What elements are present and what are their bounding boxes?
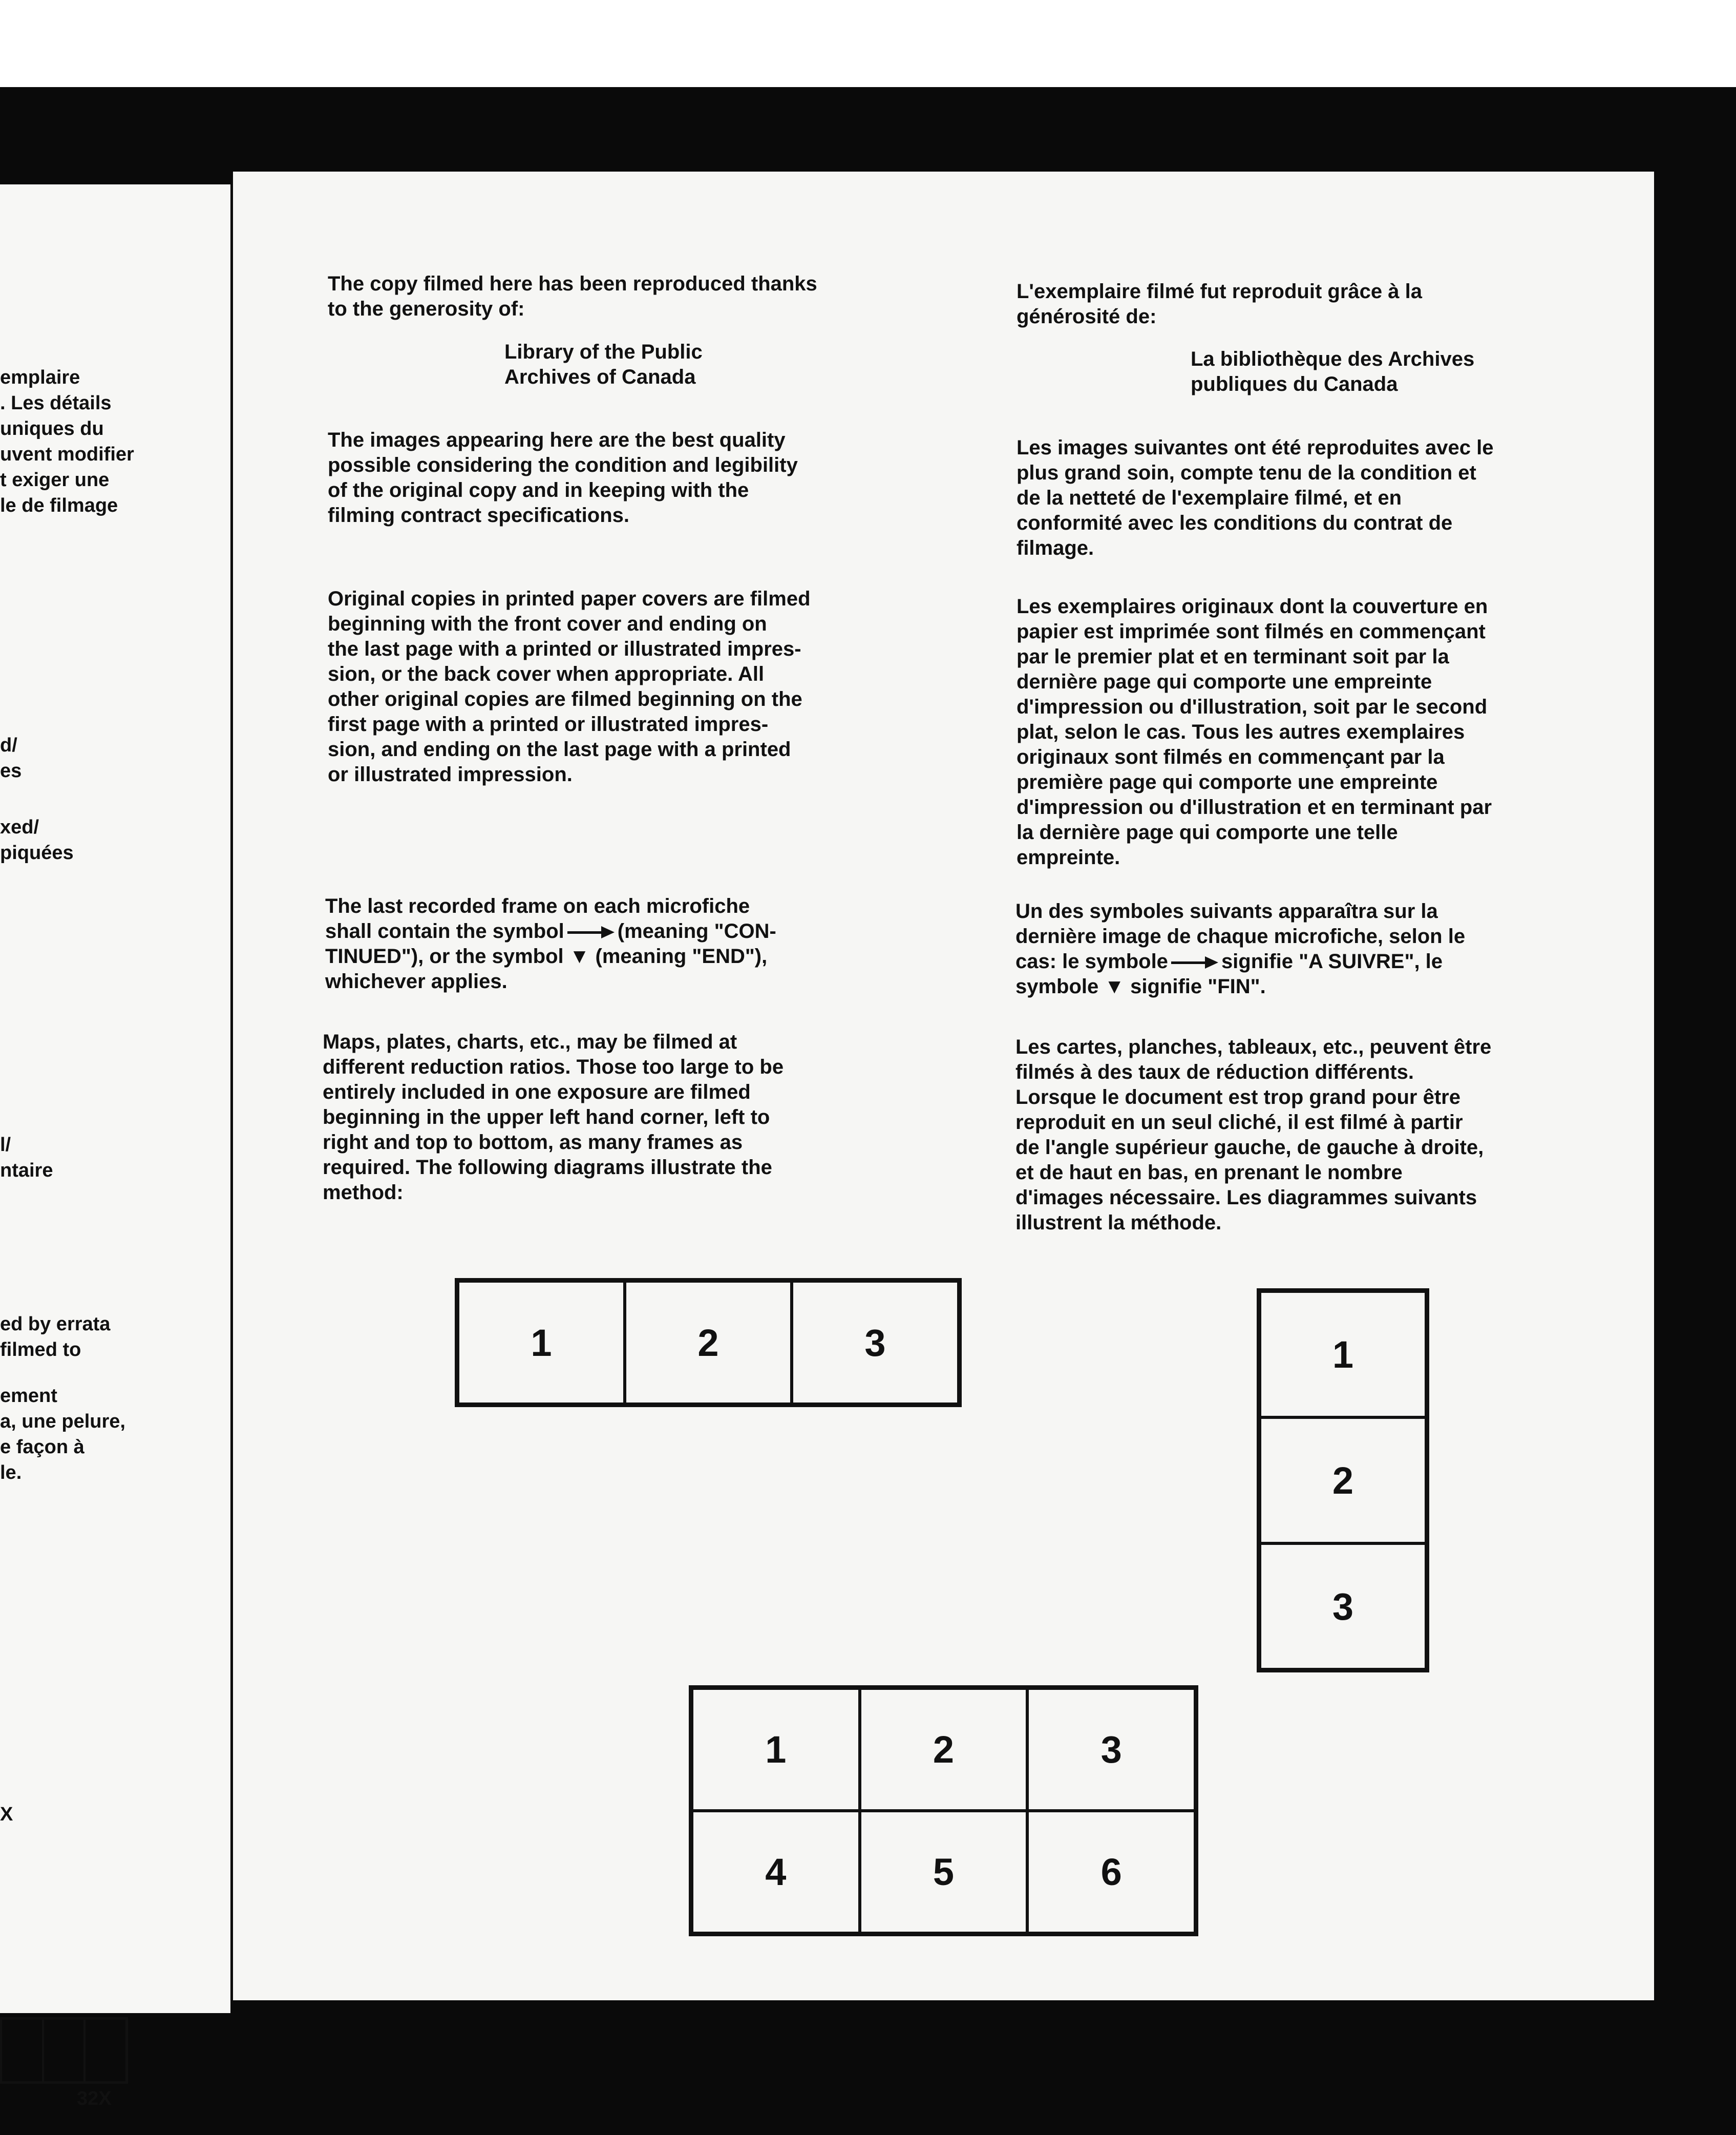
en-quality-paragraph: The images appearing here are the best quality possible considering the condition and legibility of the original copy and in keeping with the filming contract specifications. — [328, 429, 798, 527]
diagram-cell: 3 — [1260, 1543, 1426, 1669]
filming-notice-page — [233, 172, 1654, 2000]
fragment-text: uniques du — [0, 418, 104, 439]
fragment-text: l/ — [0, 1134, 11, 1156]
en-originals-paragraph: Original copies in printed paper covers are filmed beginning with the front cover and ending on the last page with a printed or illustrated impres- sion, or the back cover when appropriate. All other original copies are filmed beginning on the first page with a printed or illustrated impres- sion, and ending on the last page with a printed or illustrated impression. — [328, 588, 811, 786]
fragment-text: emplaire — [0, 367, 80, 388]
continued-arrow-icon — [567, 929, 615, 935]
diagram-cell: 2 — [1260, 1417, 1426, 1543]
fragment-text: ement — [0, 1385, 57, 1407]
reduction-scale-strip — [0, 2017, 128, 2084]
diagram-cell: 4 — [692, 1811, 860, 1933]
fr-intro: L'exemplaire filmé fut reproduit grâce à la générosité de: — [1017, 280, 1422, 328]
a-suivre-arrow-icon — [1171, 959, 1218, 966]
diagram-cell: 6 — [1027, 1811, 1195, 1933]
diagram-cell: 1 — [1260, 1291, 1426, 1417]
end-triangle-icon: ▼ — [569, 945, 590, 968]
fr-originals-paragraph: Les exemplaires originaux dont la couverture en papier est imprimée sont filmés en commençant par le premier plat et en terminant soit par la dernière page qui comporte une empreinte d'impression ou d'illustration, soit par le second plat, selon le cas. Tous les autres exemplaires originaux sont filmés en commençant par la première page qui comporte une empreinte d'impression ou d'illustration et en terminant par la dernière page qui comporte une telle empreinte. — [1017, 595, 1492, 869]
fragment-text: a, une pelure, — [0, 1411, 125, 1432]
fragment-text: e façon à — [0, 1436, 84, 1458]
fr-symbols-paragraph: Un des symboles suivants apparaîtra sur la dernière image de chaque microfiche, selon le cas: le symbole signifie "A SUIVRE", le symbole ▼ signifie "FIN". — [1015, 900, 1466, 998]
diagram-cell: 2 — [625, 1281, 792, 1404]
en-library-name: Library of the Public Archives of Canada — [504, 341, 703, 388]
fragment-text: ed by errata — [0, 1313, 111, 1335]
fragment-text: ntaire — [0, 1160, 53, 1181]
diagram-cell: 1 — [458, 1281, 625, 1404]
en-maps-paragraph: Maps, plates, charts, etc., may be filmed at different reduction ratios. Those too large to be entirely included in one exposure are filmed beginning in the upper left hand corner, left to right and top to bottom, as many frames as required. The following diagrams illustrate the method: — [323, 1031, 784, 1204]
fin-triangle-icon: ▼ — [1104, 975, 1125, 998]
diagram-column — [1257, 1288, 1429, 1672]
fr-quality-paragraph: Les images suivantes ont été reproduites avec le plus grand soin, compte tenu de la condition et de la netteté de l'exemplaire filmé, et en conformité avec les conditions du contrat de filmage. — [1017, 436, 1494, 559]
fragment-text: le. — [0, 1462, 22, 1483]
fragment-text: le de filmage — [0, 495, 118, 516]
previous-page-fragment — [0, 184, 230, 2109]
fr-library-name: La bibliothèque des Archives publiques du Canada — [1191, 348, 1475, 395]
fragment-text: uvent modifier — [0, 444, 134, 465]
fragment-text: filmed to — [0, 1339, 81, 1360]
fragment-text: es — [0, 760, 22, 782]
fragment-text: t exiger une — [0, 469, 110, 491]
fragment-text: . Les détails — [0, 392, 112, 414]
fragment-text: xed/ — [0, 817, 39, 838]
diagram-cell: 3 — [1027, 1688, 1195, 1811]
diagram-cell: 1 — [692, 1688, 860, 1811]
en-intro: The copy filmed here has been reproduced thanks to the generosity of: — [328, 273, 817, 320]
en-symbols-paragraph: The last recorded frame on each microfiche shall contain the symbol (meaning "CON- TINUED"), or the symbol ▼ (meaning "END"), whichever applies. — [325, 895, 776, 993]
fragment-text: X — [0, 1804, 13, 1825]
fragment-text: d/ — [0, 735, 17, 756]
diagram-cell: 3 — [792, 1281, 959, 1404]
diagram-cell: 2 — [860, 1688, 1028, 1811]
fragment-text: piquées — [0, 842, 74, 864]
diagram-grid — [689, 1685, 1198, 1936]
fr-maps-paragraph: Les cartes, planches, tableaux, etc., peuvent être filmés à des taux de réduction différents. Lorsque le document est trop grand pour être reproduit en un seul cliché, il est filmé à partir de l'angle supérieur gauche, de gauche à droite, et de haut en bas, en prenant le nombre d'images nécessaire. Les diagrammes suivants illustrent la méthode. — [1015, 1036, 1492, 1234]
reduction-scale-label: 32X — [77, 2088, 112, 2109]
diagram-cell: 5 — [860, 1811, 1028, 1933]
diagram-row — [455, 1278, 962, 1407]
